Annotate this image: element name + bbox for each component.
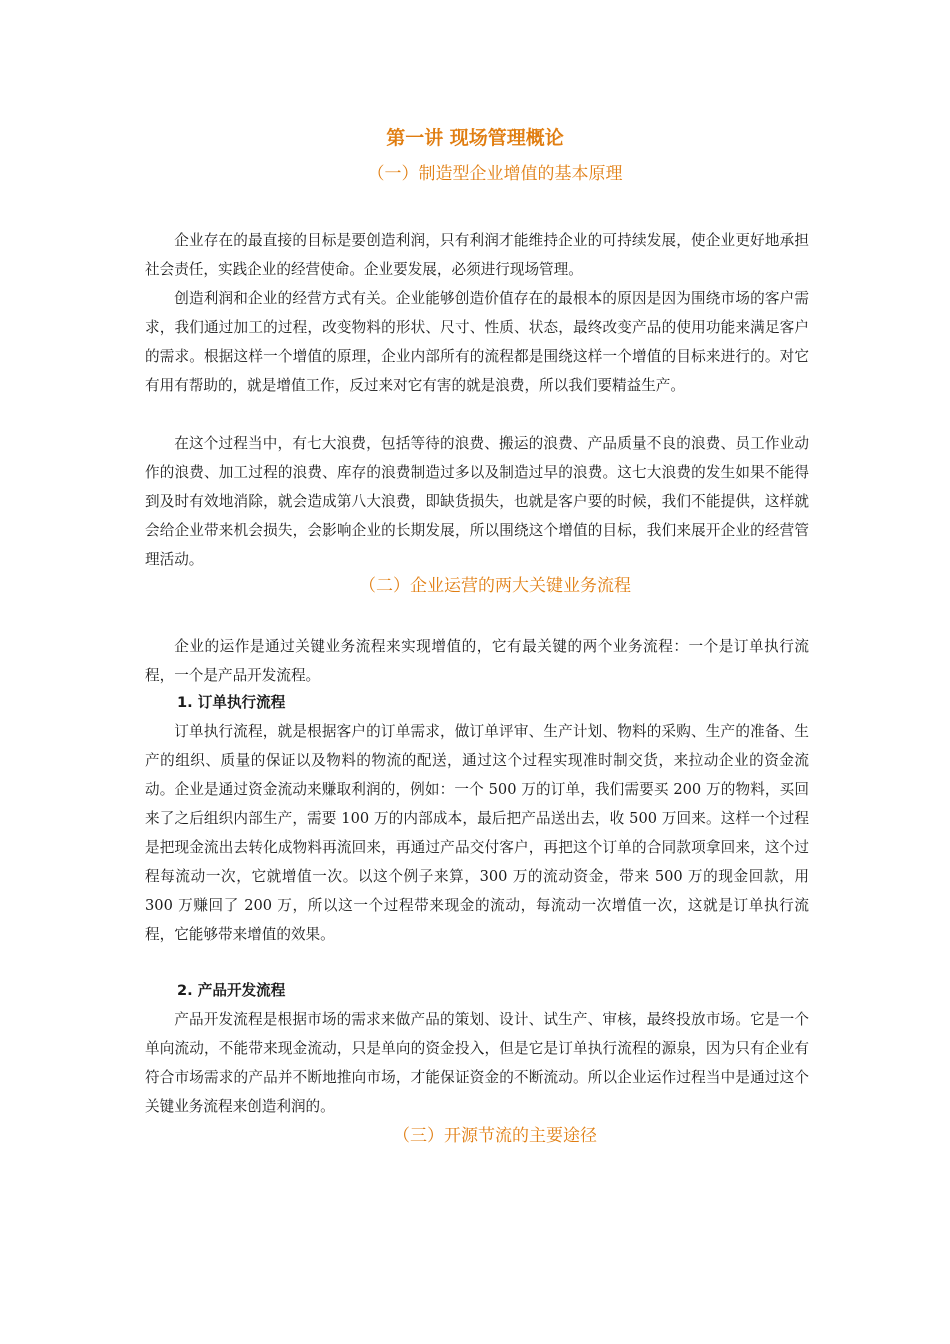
subsection-paragraph-order-execution: 订单执行流程，就是根据客户的订单需求，做订单评审、生产计划、物料的采购、生产的准备、生产的组织、质量的保证以及物料的物流的配送，通过这个过程实现准时制交货，来拉动企业的资金流动。企业是通过资金流动来赚取利润的，例如：一个 500 万的订单，我们需要买 200 万的物料，买回来了之后组织内部生产，需要 100 万的内部成本，最后把产品送出去，收 500 万回来。这样一个过程是把现金流出去转化成物料再流回来，再通过产品交付客户，再把这个订单的合同款项拿回来，这个过程每流动一次，它就增值一次。以这个例子来算，300 万的流动资金，带来 500 万的现金回款，用 300 万赚回了 200 万，所以这一个过程带来现金的流动，每流动一次增值一次，这就是订单执行流程，它能够带来增值的效果。: [145, 723, 809, 943]
page-title: 第一讲 现场管理概论: [386, 127, 564, 149]
subsection-heading-product-development: 2. 产品开发流程: [177, 982, 286, 999]
section-1-paragraph-1: 企业存在的最直接的目标是要创造利润，只有利润才能维持企业的可持续发展，使企业更好地承担社会责任，实践企业的经营使命。企业要发展，必须进行现场管理。: [145, 232, 809, 278]
subsection-heading-order-execution: 1. 订单执行流程: [177, 694, 286, 711]
section-heading-2: （二）企业运营的两大关键业务流程: [359, 576, 631, 596]
subsection-paragraph-product-development: 产品开发流程是根据市场的需求来做产品的策划、设计、试生产、审核，最终投放市场。它是一个单向流动，不能带来现金流动，只是单向的资金投入，但是它是订单执行流程的源泉，因为只有企业有符合市场需求的产品并不断地推向市场，才能保证资金的不断流动。所以企业运作过程当中是通过这个关键业务流程来创造利润的。: [145, 1011, 809, 1115]
section-2-intro: 企业的运作是通过关键业务流程来实现增值的，它有最关键的两个业务流程：一个是订单执行流程，一个是产品开发流程。: [145, 638, 809, 684]
section-heading-3: （三）开源节流的主要途径: [393, 1126, 597, 1146]
section-1-paragraph-2: 创造利润和企业的经营方式有关。企业能够创造价值存在的最根本的原因是因为围绕市场的客户需求，我们通过加工的过程，改变物料的形状、尺寸、性质、状态，最终改变产品的使用功能来满足客户的需求。根据这样一个增值的原理，企业内部所有的流程都是围绕这样一个增值的目标来进行的。对它有用有帮助的，就是增值工作，反过来对它有害的就是浪费，所以我们要精益生产。: [145, 290, 809, 394]
section-heading-1: （一）制造型企业增值的基本原理: [367, 164, 623, 184]
section-1-paragraph-3: 在这个过程当中，有七大浪费，包括等待的浪费、搬运的浪费、产品质量不良的浪费、员工作业动作的浪费、加工过程的浪费、库存的浪费制造过多以及制造过早的浪费。这七大浪费的发生如果不能得到及时有效地消除，就会造成第八大浪费，即缺货损失，也就是客户要的时候，我们不能提供，这样就会给企业带来机会损失，会影响企业的长期发展，所以围绕这个增值的目标，我们来展开企业的经营管理活动。: [145, 435, 809, 568]
